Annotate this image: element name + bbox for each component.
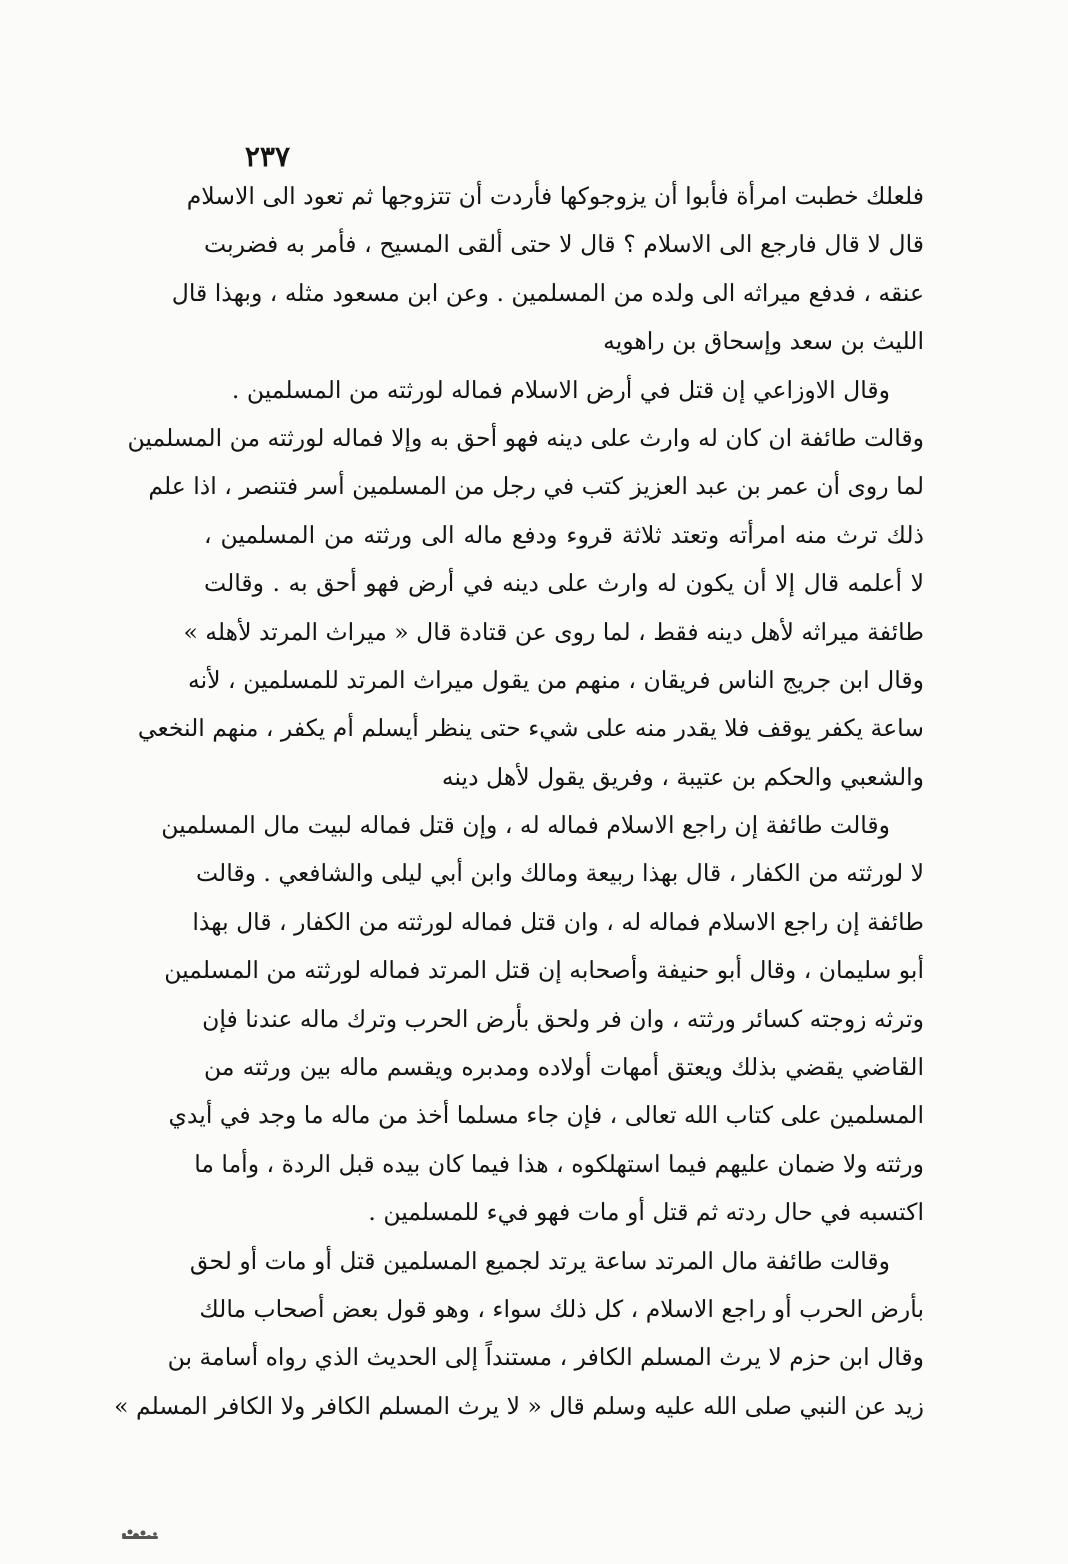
- text-line: وترثه زوجته كسائر ورثته ، وان فر ولحق بأرض الحرب وترك ماله عندنا فإن: [202, 1004, 924, 1033]
- text-line: وقالت طائفة إن راجع الاسلام فماله له ، وإن قتل فماله لبيت مال المسلمين: [161, 811, 890, 840]
- text-line: ساعة يكفر يوقف فلا يقدر منه على شيء حتى ينظر أيسلم أم يكفر ، منهم النخعي: [137, 714, 924, 743]
- text-line: لا أعلمه قال إلا أن يكون له وارث على دينه في أرض فهو أحق به . وقالت: [204, 569, 924, 598]
- text-line: اكتسبه في حال ردته ثم قتل أو مات فهو فيء للمسلمين .: [368, 1198, 924, 1227]
- text-line: الليث بن سعد وإسحاق بن راهويه: [603, 327, 924, 356]
- text-line: وقال ابن حزم لا يرث المسلم الكافر ، مستنداً إلى الحديث الذي رواه أسامة بن: [167, 1343, 924, 1372]
- text-line: وقال ابن جريج الناس فريقان ، منهم من يقول ميراث المرتد للمسلمين ، لأنه: [188, 665, 924, 694]
- text-line: وقالت طائفة ان كان له وارث على دينه فهو أحق به وإلا فماله لورثته من المسلمين: [127, 423, 924, 452]
- text-line: القاضي يقضي بذلك ويعتق أمهات أولاده ومدبره ويقسم ماله بين ورثته من: [204, 1053, 924, 1082]
- text-line: بأرض الحرب أو راجع الاسلام ، كل ذلك سواء ، وهو قول بعض أصحاب مالك: [199, 1294, 924, 1323]
- text-line: لا لورثته من الكفار ، قال بهذا ربيعة ومالك وابن أبي ليلى والشافعي . وقالت: [195, 859, 924, 888]
- text-line: قال لا قال فارجع الى الاسلام ؟ قال لا حتى ألقى المسيح ، فأمر به فضربت: [204, 230, 924, 259]
- library-stamp-mark: [116, 1524, 164, 1546]
- text-line: أبو سليمان ، وقال أبو حنيفة وأصحابه إن قتل المرتد فماله لورثته من المسلمين: [164, 956, 924, 985]
- text-line: والشعبي والحكم بن عتيبة ، وفريق يقول لأهل دينه: [441, 762, 924, 791]
- text-line: زيد عن النبي صلى الله عليه وسلم قال « لا يرث المسلم الكافر ولا الكافر المسلم »: [114, 1391, 924, 1420]
- text-line: لما روى أن عمر بن عبد العزيز كتب في رجل من المسلمين أسر فتنصر ، اذا علم: [148, 472, 924, 501]
- text-line: طائفة ميراثه لأهل دينه فقط ، لما روى عن قتادة قال « ميراث المرتد لأهله »: [183, 617, 924, 646]
- text-line: وقال الاوزاعي إن قتل في أرض الاسلام فماله لورثته من المسلمين .: [231, 375, 890, 404]
- text-line: المسلمين على كتاب الله تعالى ، فإن جاء مسلما أخذ من ماله ما وجد في أيدي: [168, 1101, 924, 1130]
- text-line: ورثته ولا ضمان عليهم فيما استهلكوه ، هذا فيما كان بيده قبل الردة ، وأما ما: [194, 1149, 924, 1178]
- body-text: [114, 172, 924, 1430]
- page-number: ٢٣٧: [244, 140, 290, 173]
- text-line: وقالت طائفة مال المرتد ساعة يرتد لجميع المسلمين قتل أو مات أو لحق: [189, 1246, 890, 1275]
- text-line: ذلك ترث منه امرأته وتعتد ثلاثة قروء ودفع ماله الى ورثته من المسلمين ،: [204, 520, 924, 549]
- text-line: عنقه ، فدفع ميراثه الى ولده من المسلمين . وعن ابن مسعود مثله ، وبهذا قال: [171, 278, 924, 307]
- text-line: فلعلك خطبت امرأة فأبوا أن يزوجوكها فأردت أن تتزوجها ثم تعود الى الاسلام: [186, 182, 924, 210]
- text-line: طائفة إن راجع الاسلام فماله له ، وان قتل فماله لورثته من الكفار ، قال بهذا: [192, 907, 924, 936]
